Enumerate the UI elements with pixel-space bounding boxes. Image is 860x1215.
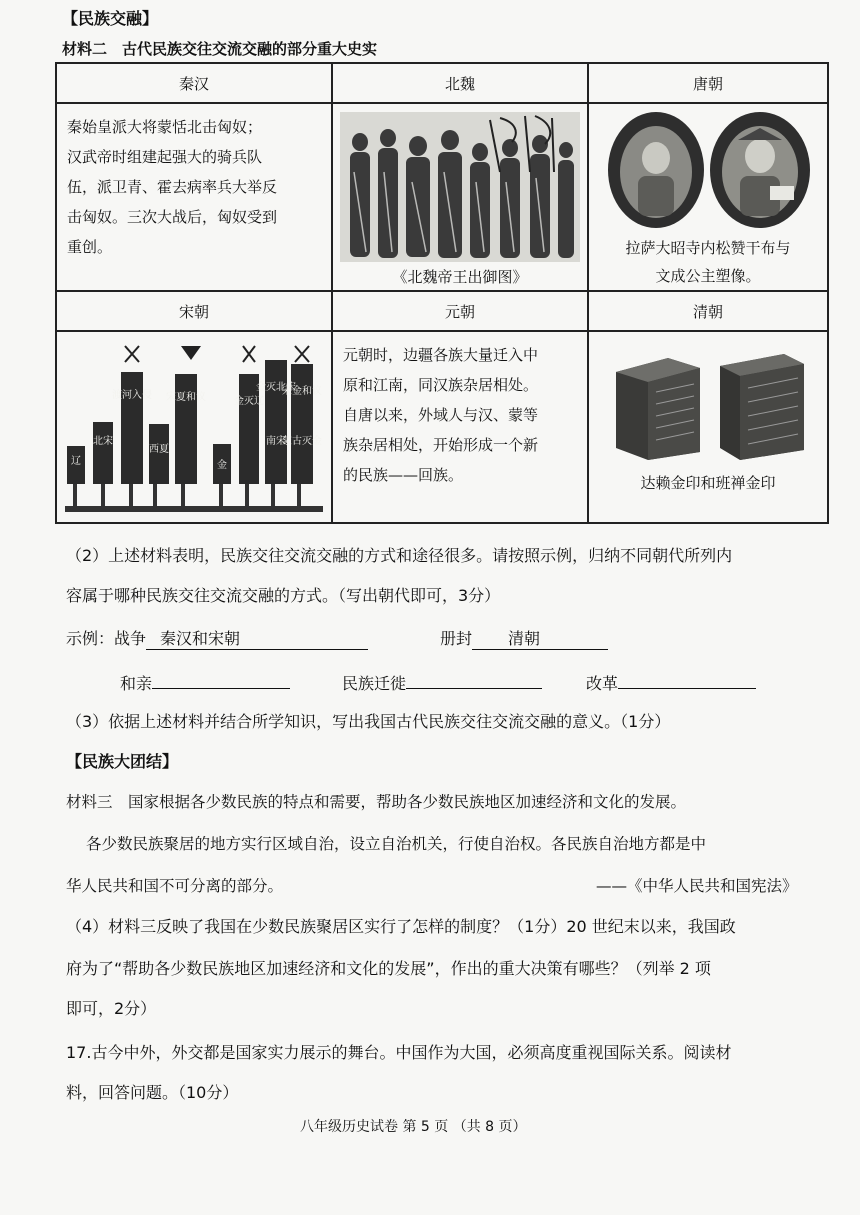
tablet-songxia: 宋夏和议	[166, 392, 206, 403]
golden-seals-image	[598, 342, 818, 462]
example-label: 示例：战争	[66, 629, 147, 648]
page-footer: 八年级历史试卷 第 5 页 （共 8 页）	[300, 1119, 527, 1135]
qinhan-line: 重创。	[67, 238, 113, 256]
yuan-line: 自唐以来，外域人与汉、蒙等	[343, 406, 539, 424]
tablet-jinmieliao: 金灭辽	[234, 396, 264, 407]
cell-yuan	[332, 331, 588, 523]
material3-line1: 材料三 国家根据各少数民族的特点和需要，帮助各少数民族地区加速经济和文化的发展。	[66, 793, 687, 811]
tablet-duhe: 渡河入侵	[112, 390, 152, 401]
yuan-line: 元朝时，边疆各族大量迁入中	[343, 346, 539, 364]
beiwei-caption: 《北魏帝王出御图》	[392, 268, 528, 286]
cell-beiwei	[332, 103, 588, 291]
tablet-jinmiebeisong: 金灭北宋	[256, 382, 296, 393]
qinhan-line: 汉武帝时组建起强大的骑兵队	[67, 148, 263, 166]
cefeng-label: 册封	[440, 629, 473, 648]
cell-tang	[588, 103, 828, 291]
q2-qianxi-row	[342, 668, 542, 694]
q17-line1: 17.古今中外，外交都是国家实力展示的舞台。中国作为大国，必须高度重视国际关系。阅读材	[66, 1043, 732, 1062]
section-title-unity: 【民族大团结】	[66, 752, 179, 771]
tablet-nansong: 南宋	[266, 436, 286, 447]
tablet-liao: 辽	[71, 456, 81, 467]
qianxi-answer-field[interactable]	[406, 668, 542, 689]
tablet-jin: 金	[217, 460, 227, 471]
qinhan-line: 击匈奴。三次大战后，匈奴受到	[67, 208, 278, 226]
tang-statues-image	[598, 110, 818, 230]
qinhan-line: 秦始皇派大将蒙恬北击匈奴；	[67, 118, 263, 136]
header-qing: 清朝	[588, 291, 828, 331]
heqin-label: 和亲	[120, 674, 153, 693]
tablet-menggu: 蒙古灭金	[282, 436, 322, 447]
history-facts-table	[55, 62, 829, 524]
tang-caption-line: 文成公主塑像。	[655, 267, 761, 285]
material-two-title: 材料二 古代民族交往交流交融的部分重大史实	[62, 40, 378, 58]
gaige-label: 改革	[586, 674, 619, 693]
q2-gaige-row	[586, 668, 756, 694]
tablet-xixia: 西夏	[149, 444, 169, 455]
cefeng-answer-field[interactable]: 清朝	[472, 626, 608, 650]
cell-song	[56, 331, 332, 523]
heqin-answer-field[interactable]	[152, 668, 290, 689]
song-tablets-diagram	[59, 334, 329, 522]
q3-text: （3）依据上述材料并结合所学知识，写出我国古代民族交往交流交融的意义。（1分）	[66, 712, 671, 731]
q4-line2: 府为了“帮助各少数民族地区加速经济和文化的发展”，作出的重大决策有哪些？（列举 2 项	[66, 959, 711, 978]
cell-qinhan	[56, 103, 332, 291]
header-qinhan: 秦汉	[56, 63, 332, 103]
q2-example-row	[66, 626, 368, 650]
gaige-answer-field[interactable]	[618, 668, 756, 689]
q2-cefeng-row	[440, 626, 608, 650]
example-answer-field[interactable]: 秦汉和宋朝	[146, 626, 368, 650]
header-beiwei: 北魏	[332, 63, 588, 103]
qianxi-label: 民族迁徙	[342, 674, 407, 693]
q2-text-line2: 容属于哪种民族交往交流交融的方式。（写出朝代即可，3分）	[66, 586, 501, 605]
q2-text-line1: （2）上述材料表明，民族交往交流交融的方式和途径很多。请按照示例，归纳不同朝代所列内	[66, 546, 733, 565]
header-song: 宋朝	[56, 291, 332, 331]
yuan-line: 的民族——回族。	[343, 466, 464, 484]
material3-line3: 华人民共和国不可分离的部分。	[66, 877, 284, 895]
qing-caption: 达赖金印和班禅金印	[640, 474, 776, 492]
section-title-ethnic-fusion: 【民族交融】	[62, 9, 159, 28]
beiwei-procession-image	[340, 112, 580, 262]
q2-heqin-row	[120, 668, 290, 694]
q4-line1: （4）材料三反映了我国在少数民族聚居区实行了怎样的制度？（1分）20 世纪末以来，我国政	[66, 917, 736, 936]
tang-caption-line: 拉萨大昭寺内松赞干布与	[625, 239, 791, 257]
yuan-line: 族杂居相处，开始形成一个新	[343, 436, 539, 454]
header-yuan: 元朝	[332, 291, 588, 331]
tablet-beisong: 北宋	[93, 436, 113, 447]
cell-qing	[588, 331, 828, 523]
tablet-songjin: 宋金和议	[282, 386, 322, 397]
header-tang: 唐朝	[588, 63, 828, 103]
q4-line3: 即可，2分）	[66, 999, 157, 1018]
qinhan-line: 伍，派卫青、霍去病率兵大举反	[67, 178, 278, 196]
q17-line2: 料，回答问题。（10分）	[66, 1083, 239, 1102]
yuan-line: 原和江南，同汉族杂居相处。	[343, 376, 539, 394]
material3-source: ——《中华人民共和国宪法》	[596, 877, 798, 895]
material3-line2: 各少数民族聚居的地方实行区域自治，设立自治机关，行使自治权。各民族自治地方都是中	[86, 835, 707, 853]
